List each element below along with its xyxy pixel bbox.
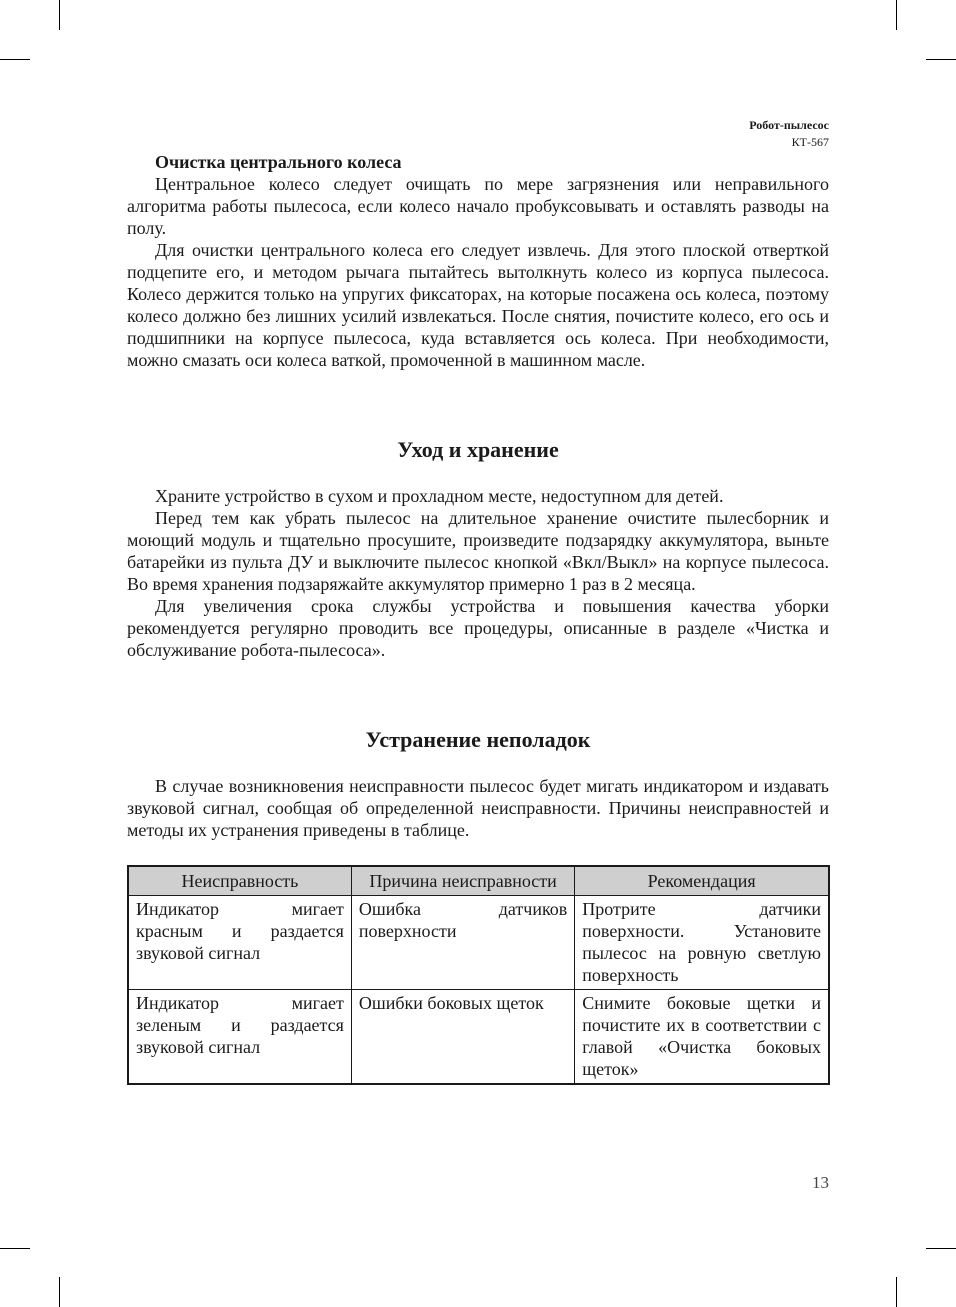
troubleshooting-table (127, 865, 830, 1085)
page-content (127, 151, 829, 1085)
column-header: Неисправность (128, 866, 351, 896)
paragraph: Храните устройство в сухом и прохладном месте, недоступном для детей. (155, 486, 724, 506)
section-title-care: Уход и хранение (397, 437, 559, 462)
crop-mark (59, 0, 60, 30)
table-cell: Ошибки боковых щеток (351, 990, 574, 1085)
column-header: Причина неисправности (351, 866, 574, 896)
table-cell: Индикатор мигает зеленым и раздается звуковой сигнал (128, 990, 351, 1085)
crop-mark (926, 1248, 956, 1249)
crop-mark (0, 59, 30, 60)
paragraph: В случае возникновения неисправности пылесос будет мигать индикатором и издавать звуковой сигнал, сообщая об определенной неисправности. Причины неисправностей и методы их устранения приведены в таблице. (127, 776, 829, 840)
crop-mark (0, 1248, 30, 1249)
column-header: Рекомендация (575, 866, 829, 896)
page-number: 13 (812, 1173, 829, 1192)
subhead-central-wheel: Очистка центрального колеса (155, 152, 402, 172)
table-cell: Протрите датчики поверхности. Установите пылесос на ровную светлую поверхность (575, 896, 829, 990)
paragraph: Центральное колесо следует очищать по мере загрязнения или неправильного алгоритма работы пылесоса, если колесо начало пробуксовывать и оставлять разводы на полу. (127, 174, 829, 238)
running-header (749, 117, 829, 151)
section-title-troubleshooting: Устранение неполадок (365, 727, 591, 752)
crop-mark (896, 1277, 897, 1307)
header-product: Робот-пылесос (749, 118, 829, 132)
crop-mark (926, 59, 956, 60)
table-row (128, 990, 829, 1085)
crop-mark (896, 0, 897, 30)
paragraph: Для увеличения срока службы устройства и повышения качества уборки рекомендуется регулярно проводить все процедуры, описанные в разделе «Чистка и обслуживание робота-пылесоса». (127, 596, 829, 660)
header-model: КТ-567 (791, 135, 829, 149)
table-header-row (128, 866, 829, 896)
table-cell: Снимите боковые щетки и почистите их в соответствии с главой «Очистка боковых щеток» (575, 990, 829, 1085)
crop-mark (59, 1277, 60, 1307)
paragraph: Для очистки центрального колеса его следует извлечь. Для этого плоской отверткой подцепите его, и методом рычага пытайтесь вытолкнуть колесо из корпуса пылесоса. Колесо держится только на упругих фиксаторах, на которые посажена ось колеса, поэтому колесо должно без лишних усилий извлекаться. После снятия, почистите колесо, его ось и подшипники на корпусе пылесоса, куда вставляется ось колеса. При необходимости, можно смазать оси колеса ваткой, промоченной в машинном масле. (127, 240, 829, 370)
paragraph: Перед тем как убрать пылесос на длительное хранение очистите пылесборник и моющий модуль и тщательно просушите, произведите подзарядку аккумулятора, выньте батарейки из пульта ДУ и выключите пылесос кнопкой «Вкл/Выкл» на корпусе пылесоса. Во время хранения подзаряжайте аккумулятор примерно 1 раз в 2 месяца. (127, 508, 829, 594)
table-cell: Индикатор мигает красным и раздается звуковой сигнал (128, 896, 351, 990)
table-row (128, 896, 829, 990)
table-cell: Ошибка датчиков поверхности (351, 896, 574, 990)
